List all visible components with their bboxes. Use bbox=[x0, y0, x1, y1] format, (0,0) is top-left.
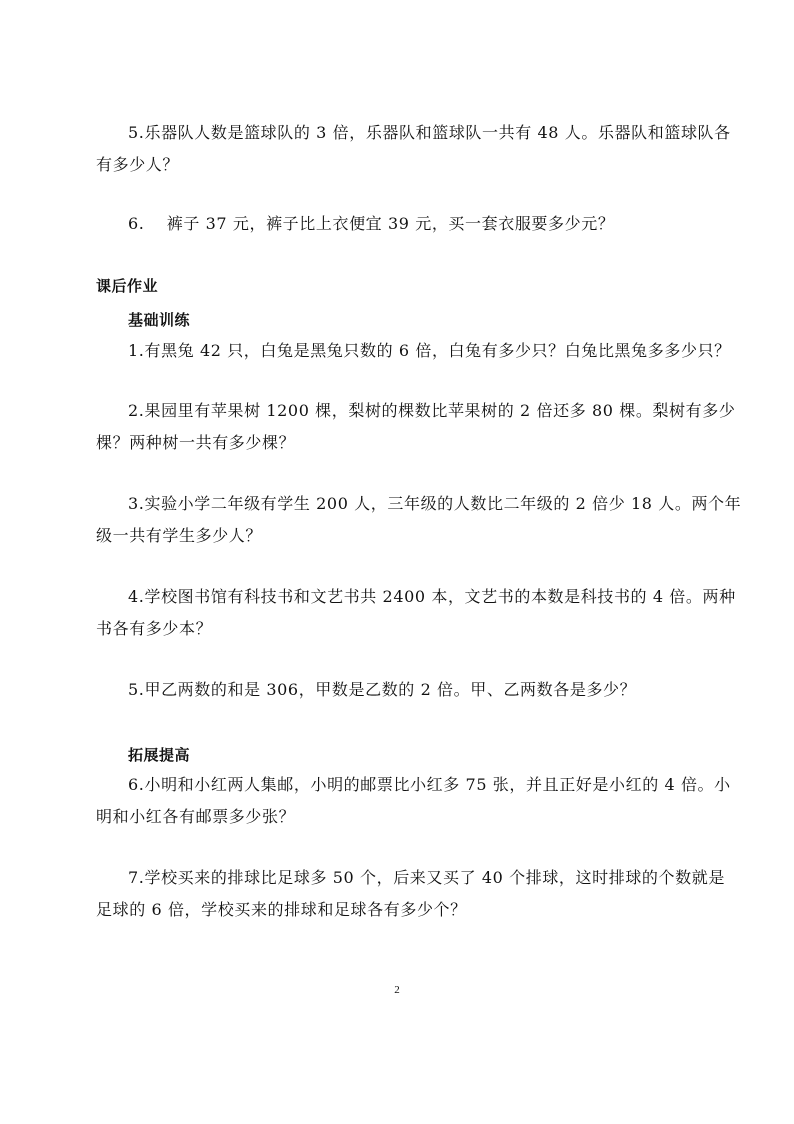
section-title: 课后作业 bbox=[96, 277, 159, 295]
extension-question-6-line-1: 6.小明和小红两人集邮，小明的邮票比小红多 75 张，并且正好是小红的 4 倍。小 bbox=[128, 775, 731, 794]
extension-question-7-line-2: 足球的 6 倍，学校买来的排球和足球各有多少个？ bbox=[96, 900, 467, 919]
basic-training-title: 基础训练 bbox=[128, 311, 191, 329]
question-5-line-1: 5.乐器队人数是篮球队的 3 倍，乐器队和篮球队一共有 48 人。乐器队和篮球队各 bbox=[128, 123, 731, 142]
basic-question-5-line-1: 5.甲乙两数的和是 306，甲数是乙数的 2 倍。甲、乙两数各是多少？ bbox=[128, 680, 637, 699]
basic-question-3-line-2: 级一共有学生多少人？ bbox=[96, 526, 263, 545]
basic-question-2-line-2: 棵？两种树一共有多少棵？ bbox=[96, 433, 296, 452]
basic-question-3-line-1: 3.实验小学二年级有学生 200 人，三年级的人数比二年级的 2 倍少 18 人。两个年 bbox=[128, 494, 742, 513]
extension-question-6-line-2: 明和小红各有邮票多少张？ bbox=[96, 807, 296, 826]
question-6-line-1: 6. 裤子 37 元，裤子比上衣便宜 39 元，买一套衣服要多少元？ bbox=[128, 214, 615, 233]
basic-question-4-line-2: 书各有多少本？ bbox=[96, 619, 213, 638]
basic-question-1-line-1: 1.有黑兔 42 只，白兔是黑兔只数的 6 倍，白兔有多少只？白兔比黑兔多多少只？ bbox=[128, 341, 731, 360]
basic-question-4-line-1: 4.学校图书馆有科技书和文艺书共 2400 本，文艺书的本数是科技书的 4 倍。两种 bbox=[128, 587, 736, 606]
extension-question-7-line-1: 7.学校买来的排球比足球多 50 个，后来又买了 40 个排球，这时排球的个数就是 bbox=[128, 868, 725, 887]
page-number: 2 bbox=[394, 984, 400, 996]
extension-title: 拓展提高 bbox=[128, 746, 191, 764]
question-5-line-2: 有多少人？ bbox=[96, 155, 180, 174]
basic-question-2-line-1: 2.果园里有苹果树 1200 棵，梨树的棵数比苹果树的 2 倍还多 80 棵。梨树有多少 bbox=[128, 401, 736, 420]
